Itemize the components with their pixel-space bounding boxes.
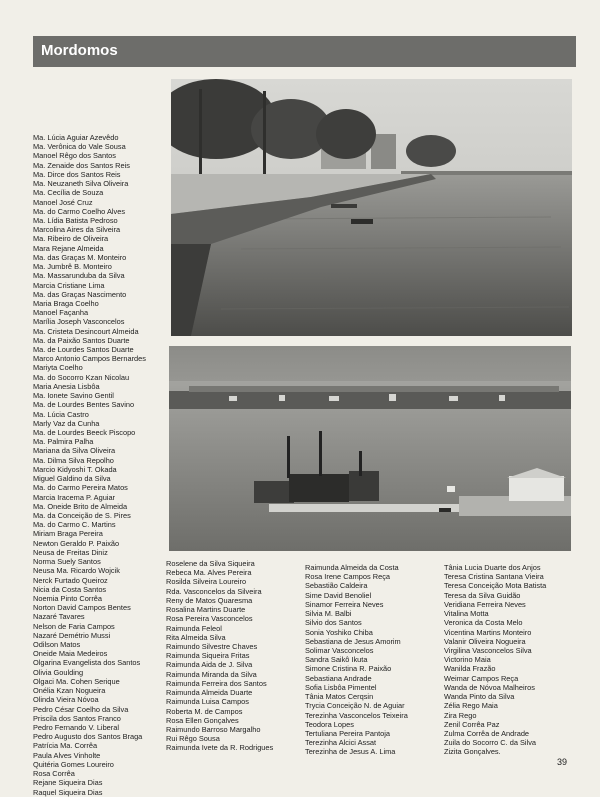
name-list-column-4 [444,563,546,757]
list-item: Raquel Siqueira Dias [33,787,103,797]
list-item: Ma. da Paixão Santos Duarte [33,335,130,345]
list-item: Ma. Lídia Batista Pedroso [33,215,118,225]
list-item: Ma. das Graças Nascimento [33,289,127,299]
list-item: Ma. do Carmo Coelho Alves [33,206,126,216]
list-item: Onélia Kzan Nogueira [33,686,106,696]
list-item: Ma. Palmira Palha [33,437,94,447]
list-item: Tânia Matos Cerqsin [305,692,374,702]
list-item: Tertuliana Pereira Pantoja [305,728,391,738]
list-item: Reny de Matos Quaresma [166,595,253,605]
name-list-column-3 [305,563,408,757]
section-title: Mordomos [41,42,118,59]
list-item: Ma. das Graças M. Monteiro [33,252,127,262]
list-item: Zuila do Socorro C. da Silva [444,738,537,748]
list-item: Marco Antonio Campos Bernardes [33,354,146,364]
list-item: Ma. Lúcia Aguiar Azevêdo [33,133,119,142]
list-item: Sonia Yoshiko Chiba [305,627,373,637]
waterfront-promenade-photo [171,79,572,336]
list-item: Ma. Lúcia Castro [33,409,89,419]
list-item: Raimundo Silvestre Chaves [166,641,258,651]
list-item: Marly Vaz da Cunha [33,418,100,428]
list-item: Raimunda Almeida Duarte [166,688,253,698]
list-item: Olinda Vieira Nóvoa [33,695,99,705]
list-item: Ma. Cecília de Souza [33,188,104,198]
list-item: Rosalina Martins Duarte [166,605,246,615]
list-item: Terezinha Alcici Assat [305,738,377,748]
list-item: Pedro César Coelho da Silva [33,704,129,714]
list-item: Vicentina Martins Monteiro [444,627,532,637]
list-item: Zizita Gonçalves. [444,747,501,757]
list-item: Raimunda Ferreira dos Santos [166,678,267,688]
list-item: Veridiana Ferreira Neves [444,599,526,609]
list-item: Veronica da Costa Melo [444,618,523,628]
list-item: Raimunda Miranda da Silva [166,669,257,679]
list-item: Zenil Corrêa Paz [444,719,500,729]
list-item: Sandra Saikô Ikuta [305,655,368,665]
list-item: Rosa Irene Campos Reça [305,572,391,582]
list-item: Olivia Goulding [33,667,84,677]
list-item: Ma. Ribeiro de Oliveira [33,234,109,244]
list-item: Vitalina Motta [444,609,489,619]
list-item: Ma. Dilma Silva Repolho [33,455,114,465]
list-item: Ma. Massarunduba da Silva [33,271,125,281]
list-item: Sebastiana de Jesus Amorim [305,636,401,646]
list-item: Manoel Rêgo dos Santos [33,151,116,161]
list-item: Mariana da Silva Oliveira [33,446,116,456]
list-item: Trycia Conceição N. de Aguiar [305,701,405,711]
list-item: Manoel José Cruz [33,197,93,207]
list-item: Raimunda Ivete da R. Rodrigues [166,743,274,753]
list-item: Silvia M. Balbi [305,609,352,619]
list-item: Marília Joseph Vasconcelos [33,317,125,327]
list-item: Pedro Augusto dos Santos Braga [33,732,143,742]
list-item: Victorino Maia [444,655,491,665]
list-item: Sinamor Ferreira Neves [305,599,384,609]
list-item: Nerck Furtado Queiroz [33,575,108,585]
name-list-column-2 [166,559,273,753]
list-item: Teodora Lopes [305,719,354,729]
list-item: Solimar Vasconcelos [305,645,374,655]
list-item: Wanda de Nóvoa Malheiros [444,682,535,692]
list-item: Miguel Galdino da Silva [33,474,111,484]
list-item: Sebastião Caldeira [305,581,368,591]
list-item: Ma. do Socorro Kzan Nicolau [33,372,130,382]
list-item: Zira Rego [444,710,477,720]
list-item: Ma. de Lourdes Santos Duarte [33,345,134,355]
list-item: Odilson Matos [33,640,81,650]
list-item: Rejane Siqueira Dias [33,778,103,788]
list-item: Zélia Rego Maia [444,701,498,711]
list-item: Weimar Campos Reça [444,673,519,683]
list-item: Rosa Pereira Vasconcelos [166,614,253,624]
list-item: Ma. Neuzaneth Silva Oliveira [33,179,129,189]
list-item: Nazaré Demétrio Mussi [33,630,111,640]
list-item: Marcolina Aires da Silveira [33,225,121,235]
list-item: Olgaci Ma. Cohen Serique [33,676,120,686]
list-item: Neusa de Freitas Diniz [33,547,108,557]
list-item: Sime David Benoliel [305,590,372,600]
list-item: Nazaré Tavares [33,612,85,622]
list-item: Ma. Verônica do Vale Sousa [33,142,126,152]
list-item: Rda. Vasconcelos da Silveira [166,586,262,596]
list-item: Noemia Pinto Corrêa [33,593,103,603]
page-number: 39 [557,757,568,767]
list-item: Valanir Oliveira Nogueira [444,636,526,646]
list-item: Ma. do Carmo C. Martins [33,520,116,530]
list-item: Raimunda Almeida da Costa [305,563,399,572]
list-item: Terezinha de Jesus A. Lima [305,747,396,757]
list-item: Zulma Corrêa de Andrade [444,728,530,738]
list-item: Ma. de Lourdes Bentes Savino [33,400,135,410]
list-item: Miriam Braga Pereira [33,529,103,539]
list-item: Rita Almeida Silva [166,632,226,642]
list-item: Maria Braga Coelho [33,298,99,308]
list-item: Rui Rêgo Sousa [166,734,220,744]
list-item: Wanda Pinto da Silva [444,692,515,702]
list-item: Norton David Campos Bentes [33,603,131,613]
section-header-bar [33,36,576,67]
list-item: Mariyta Coelho [33,363,83,373]
list-item: Simone Cristina R. Paixão [305,664,392,674]
list-item: Rosilda Silveira Loureiro [166,577,247,587]
list-item: Ma. da Conceição de S. Pires [33,510,131,520]
list-item: Maria Anesia Lisbôa [33,381,100,391]
list-item: Wanilda Frazão [444,664,496,674]
list-item: Teresa Conceição Mota Batista [444,581,547,591]
list-item: Rosa Corrêa [33,769,75,779]
list-item: Sebastiana Andrade [305,673,372,683]
list-item: Ma. Jumbrê B. Monteiro [33,262,112,272]
list-item: Pedro Fernando V. Liberal [33,723,120,732]
list-item: Raimunda Feleol [166,623,222,633]
list-item: Ma. Oneide Brito de Almeida [33,501,128,511]
list-item: Ma. Dirce dos Santos Reis [33,169,121,179]
list-item: Newton Geraldo P. Paixão [33,538,120,548]
list-item: Ma. do Carmo Pereira Matos [33,483,128,493]
list-item: Olgarina Evangelista dos Santos [33,658,141,668]
list-item: Rebeca Ma. Alves Pereira [166,568,252,578]
list-item: Manoel Façanha [33,308,89,318]
list-item: Ma. Zenaide dos Santos Reis [33,160,130,170]
list-item: Raimunda Aida de J. Silva [166,660,253,670]
list-item: Ma. Cristeta Desincourt Almeida [33,326,139,336]
list-item: Marcia Cristiane Lima [33,280,105,290]
list-item: Teresa da Silva Guidão [444,590,521,600]
list-item: Norma Suely Santos [33,557,101,567]
list-item: Raimundo Barroso Margalho [166,724,261,734]
list-item: Roselene da Silva Siqueira [166,559,255,568]
list-item: Priscila dos Santos Franco [33,713,121,723]
list-item: Nicia da Costa Santos [33,584,107,594]
list-item: Terezinha Vasconcelos Teixeira [305,710,408,720]
list-item: Virgilina Vasconcelos Silva [444,645,532,655]
list-item: Patrícia Ma. Corrêa [33,741,98,751]
list-item: Paula Alves Vinholte [33,750,101,760]
list-item: Raimunda Siqueira Fritas [166,651,250,661]
list-item: Silvio dos Santos [305,618,362,628]
list-item: Neusa Ma. Ricardo Wojcik [33,566,120,576]
list-item: Oneide Maia Medeiros [33,649,108,659]
list-item: Raimunda Luisa Campos [166,697,249,707]
list-item: Ma. Ionete Savino Gentil [33,391,114,401]
list-item: Mara Rejane Almeida [33,243,104,253]
list-item: Roberta M. de Campos [166,706,243,716]
list-item: Nelson de Faria Campos [33,621,115,631]
list-item: Ma. de Lourdes Beeck Piscopo [33,428,136,437]
list-item: Teresa Cristina Santana Vieira [444,572,544,582]
list-item: Tânia Lucia Duarte dos Anjos [444,563,541,572]
list-item: Marcia Iracema P. Aguiar [33,492,116,502]
harbour-aerial-photo [169,346,571,551]
list-item: Quitéria Gomes Loureiro [33,759,114,769]
list-item: Marcio Kidyoshi T. Okada [33,464,117,474]
list-item: Sofia Lisbôa Pimentel [305,682,377,692]
list-item: Rosa Ellen Gonçalves [166,715,239,725]
name-list-column-1 [33,133,146,797]
